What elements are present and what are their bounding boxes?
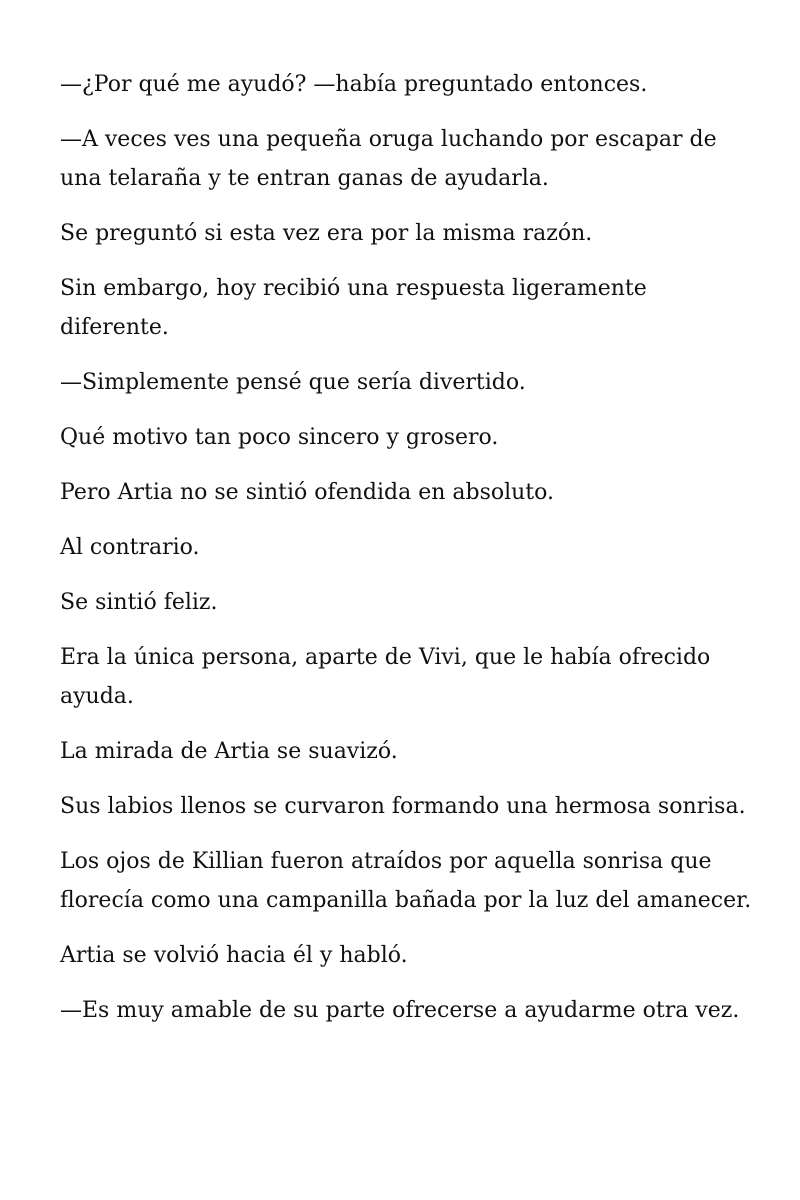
paragraph: La mirada de Artia se suavizó. bbox=[60, 739, 398, 764]
paragraph: Artia se volvió hacia él y habló. bbox=[60, 943, 408, 968]
paragraph: Pero Artia no se sintió ofendida en absoluto. bbox=[60, 480, 555, 505]
paragraph: Sin embargo, hoy recibió una respuesta ligeramente diferente. bbox=[60, 276, 647, 340]
paragraph: Se preguntó si esta vez era por la misma razón. bbox=[60, 221, 593, 246]
document-page bbox=[60, 65, 760, 1046]
paragraph: —A veces ves una pequeña oruga luchando por escapar de una telaraña y te entran ganas de ayudarla. bbox=[60, 127, 717, 191]
paragraph: Qué motivo tan poco sincero y grosero. bbox=[60, 425, 499, 450]
paragraph: Se sintió feliz. bbox=[60, 590, 218, 615]
paragraph: —¿Por qué me ayudó? —había preguntado entonces. bbox=[60, 72, 648, 97]
paragraph: Sus labios llenos se curvaron formando una hermosa sonrisa. bbox=[60, 794, 746, 819]
paragraph: —Simplemente pensé que sería divertido. bbox=[60, 370, 526, 395]
paragraph: Al contrario. bbox=[60, 535, 200, 560]
paragraph: —Es muy amable de su parte ofrecerse a ayudarme otra vez. bbox=[60, 998, 740, 1023]
paragraph: Los ojos de Killian fueron atraídos por aquella sonrisa que florecía como una campanilla bañada por la luz del amanecer. bbox=[60, 849, 752, 913]
paragraph: Era la única persona, aparte de Vivi, que le había ofrecido ayuda. bbox=[60, 645, 711, 709]
